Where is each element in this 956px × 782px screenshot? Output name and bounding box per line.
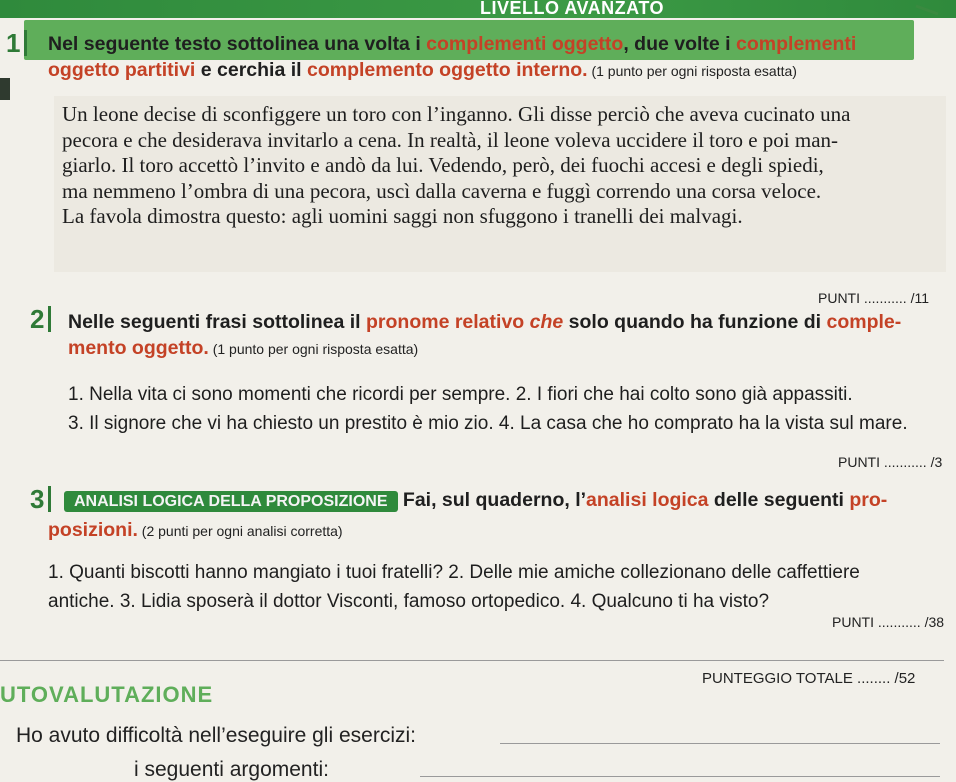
ex2-title-part: Nelle seguenti frasi sottolinea il <box>68 311 366 333</box>
exercise-1-number: 1 <box>6 30 27 56</box>
exercise-3-number: 3 <box>30 486 51 512</box>
ex2-sentence-line: 3. Il signore che vi ha chiesto un prestito è mio zio. 4. La casa che ho comprato ha la vista sul mare. <box>68 413 908 434</box>
story-line: ma nemmeno l’ombra di una pecora, uscì dalla caverna e fuggì correndo una corsa veloce. <box>62 178 822 203</box>
self-evaluation-title: UTOVALUTAZIONE <box>0 682 214 707</box>
ex1-title-accent: complemento oggetto interno. <box>306 59 588 81</box>
ex2-title-accent: mento oggetto. <box>68 337 209 359</box>
ex3-title-accent: pro- <box>849 489 888 511</box>
ex2-title-che: che <box>529 311 564 333</box>
story-line: La favola dimostra questo: agli uomini saggi non sfuggono i tranelli dei malvagi. <box>62 204 743 228</box>
exercise-3-title-line2 <box>48 518 948 543</box>
level-title: LIVELLO AVANZATO <box>480 0 664 18</box>
header-bar <box>0 0 956 18</box>
ex3-sentence-line: 1. Quanti biscotti hanno mangiato i tuoi fratelli? 2. Delle mie amiche collezionano delle caffettiere <box>48 562 860 583</box>
exercise-1-title-line1 <box>48 32 948 56</box>
total-score: PUNTEGGIO TOTALE ........ /52 <box>702 670 916 687</box>
ex3-title-part: delle seguenti <box>708 489 850 511</box>
story-line: giarlo. Il toro accettò l’invito e andò da lui. Vedendo, però, dei fuochi accesi e degli spiedi, <box>62 153 824 177</box>
answer-line-1 <box>500 743 940 744</box>
ex1-note: (1 punto per ogni risposta esatta) <box>587 63 797 79</box>
story-line: Un leone decise di sconfiggere un toro con l’inganno. Gli disse perciò che aveva cucinato una <box>62 102 851 126</box>
ex1-title-part: , due volte i <box>623 33 737 55</box>
ex2-score: PUNTI ........... /3 <box>838 454 943 470</box>
ex1-title-part: Nel seguente testo sottolinea una volta i <box>48 33 427 55</box>
ex3-note: (2 punti per ogni analisi corretta) <box>137 523 343 539</box>
footer-divider <box>0 660 944 661</box>
exercise-2-title-line2 <box>68 336 948 361</box>
ex2-sentences <box>68 380 948 438</box>
exercise-2-title-line1 <box>68 310 948 334</box>
ex2-title-part: solo quando ha funzione di <box>563 311 827 333</box>
self-evaluation-line-1: Ho avuto difficoltà nell’eseguire gli esercizi: <box>16 724 416 747</box>
exercise-3-title-line1 <box>64 488 954 512</box>
margin-marker <box>0 78 10 100</box>
ex3-title-accent: analisi logica <box>586 489 709 511</box>
ex1-score: PUNTI ........... /11 <box>818 290 929 306</box>
ex2-title-accent: pronome relativo <box>366 311 530 333</box>
ex1-title-part: e cerchia il <box>195 59 307 81</box>
ex1-title-accent: complementi <box>736 33 857 55</box>
section-label: ANALISI LOGICA DELLA PROPOSIZIONE <box>64 491 398 512</box>
ex1-title-accent: oggetto partitivi <box>48 59 196 81</box>
ex3-title-accent: posizioni. <box>48 519 138 541</box>
ex3-sentences <box>48 558 948 616</box>
exercise-1-title-line2 <box>48 58 948 83</box>
ex3-sentence-line: antiche. 3. Lidia sposerà il dottor Visconti, famoso ortopedico. 4. Qualcuno ti ha visto? <box>48 591 770 612</box>
self-evaluation-line-2: i seguenti argomenti: <box>134 758 329 781</box>
ex3-title-part: Fai, sul quaderno, l’ <box>397 489 587 511</box>
ex3-score: PUNTI ........... /38 <box>832 614 945 630</box>
ex2-title-accent: comple- <box>826 311 902 333</box>
answer-line-2 <box>420 776 940 777</box>
story-text <box>62 102 942 230</box>
corner-arrow-icon <box>912 4 942 16</box>
ex1-title-accent: complementi oggetto <box>426 33 624 55</box>
ex2-note: (1 punto per ogni risposta esatta) <box>208 341 419 357</box>
exercise-2-number: 2 <box>30 306 51 332</box>
story-line: pecora e che desiderava invitarlo a cena. In realtà, il leone voleva uccidere il toro e poi man- <box>62 127 839 152</box>
ex2-sentence-line: 1. Nella vita ci sono momenti che ricordi per sempre. 2. I fiori che hai colto sono già appassiti. <box>68 384 853 405</box>
